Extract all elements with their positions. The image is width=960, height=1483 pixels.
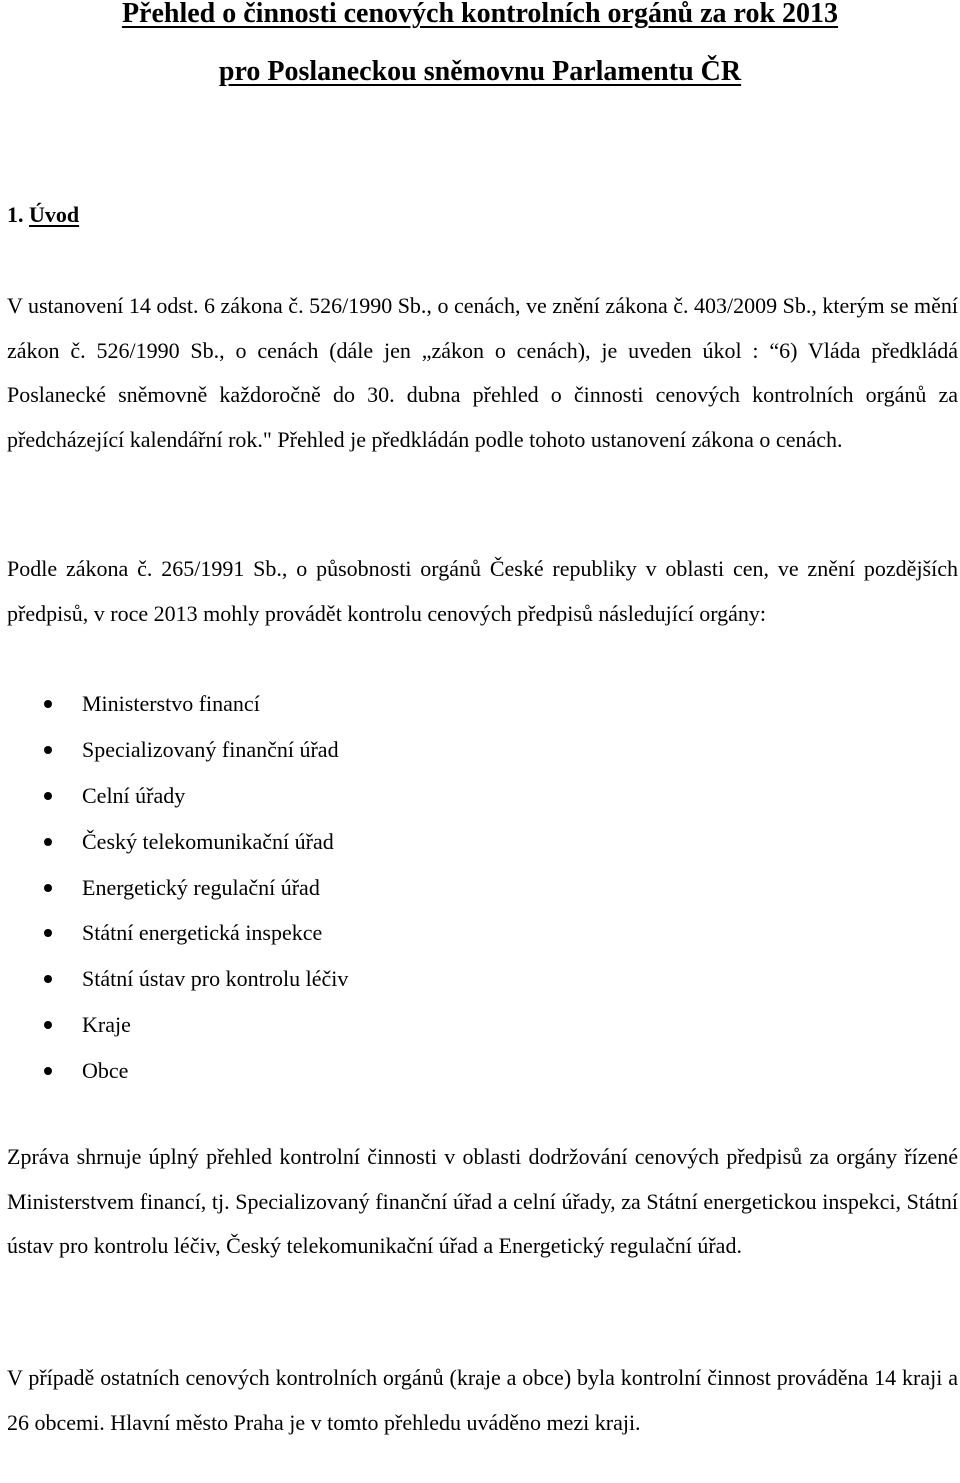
intro-paragraph: V ustanovení 14 odst. 6 zákona č. 526/1990 Sb., o cenách, ve znění zákona č. 403/2009 Sb., kterým se mění zákon č. 526/1990 Sb., o cenách (dále jen „zákon o cenách), je uveden úkol : “6) Vláda předkládá Poslanecké sněmovně každoročně do 30. dubna přehled o činnosti cenových kontrolních orgánů za předcházející kalendářní rok." Přehled je předkládán podle tohoto ustanovení zákona o cenách. <box>7 293 958 452</box>
list-item <box>0 1002 348 1048</box>
bullet-icon <box>44 1067 52 1075</box>
list-item-label: Obce <box>82 1058 129 1084</box>
section-number: 1. <box>7 202 24 227</box>
summary-paragraph: Zpráva shrnuje úplný přehled kontrolní činnosti v oblasti dodržování cenových předpisů za orgány řízené Ministerstvem financí, tj. Specializovaný finanční úřad a celní úřady, za Státní energetickou inspekci, Státní ústav pro kontrolu léčiv, Český telekomunikační úřad a Energetický regulační úřad. <box>7 1144 958 1258</box>
list-item-label: Celní úřady <box>82 782 186 808</box>
regions-paragraph: V případě ostatních cenových kontrolních orgánů (kraje a obce) byla kontrolní činnost prováděna 14 kraji a 26 obcemi. Hlavní město Praha je v tomto přehledu uváděno mezi kraji. <box>7 1365 958 1435</box>
list-item <box>0 1048 348 1094</box>
organ-list <box>0 681 348 1094</box>
bullet-icon <box>44 1021 52 1029</box>
section-heading <box>7 202 79 228</box>
bullet-icon <box>44 884 52 892</box>
document-title-line-1: Přehled o činnosti cenových kontrolních orgánů za rok 2013 <box>121 0 839 29</box>
bullet-icon <box>44 792 52 800</box>
list-item <box>0 727 348 773</box>
bullet-icon <box>44 929 52 937</box>
section-name: Úvod <box>29 202 80 227</box>
list-item-label: Specializovaný finanční úřad <box>82 736 339 762</box>
bullet-icon <box>44 975 52 983</box>
list-item <box>0 865 348 911</box>
list-item-label: Kraje <box>82 1012 131 1038</box>
list-item <box>0 773 348 819</box>
document-title-line-2: pro Poslaneckou sněmovnu Parlamentu ČR <box>218 56 742 87</box>
bullet-icon <box>44 838 52 846</box>
list-item <box>0 819 348 865</box>
list-item <box>0 910 348 956</box>
list-item-label: Český telekomunikační úřad <box>82 828 334 854</box>
bullet-icon <box>44 700 52 708</box>
list-item-label: Státní energetická inspekce <box>82 920 323 946</box>
list-item-label: Ministerstvo financí <box>82 691 260 716</box>
list-item <box>0 956 348 1002</box>
bullet-icon <box>44 746 52 754</box>
list-item-label: Státní ústav pro kontrolu léčiv <box>82 966 349 992</box>
list-item-label: Energetický regulační úřad <box>82 874 320 900</box>
authority-paragraph: Podle zákona č. 265/1991 Sb., o působnosti orgánů České republiky v oblasti cen, ve znění pozdějších předpisů, v roce 2013 mohly provádět kontrolu cenových předpisů následující orgány: <box>7 556 958 626</box>
list-item <box>0 681 348 727</box>
